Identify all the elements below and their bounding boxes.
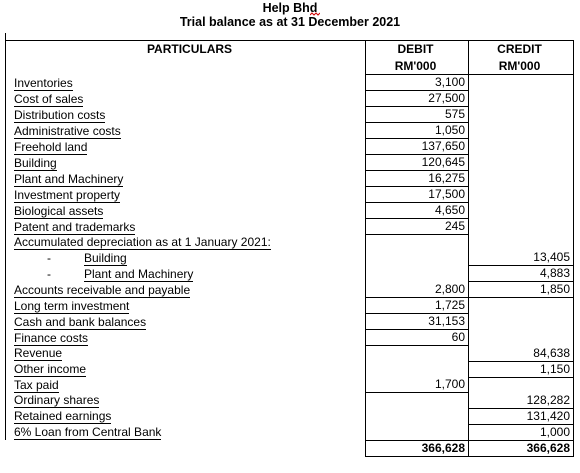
- row-credit: [469, 187, 574, 203]
- header-debit-unit: RM'000: [366, 58, 469, 75]
- row-debit: 60: [366, 330, 469, 346]
- row-label: Patent and trademarks: [14, 219, 136, 234]
- row-debit: 575: [366, 107, 469, 123]
- table-row: [6, 235, 574, 251]
- totals-blank: [6, 440, 366, 456]
- row-label: Building: [84, 250, 127, 265]
- row-debit: [366, 346, 469, 362]
- row-label: Ordinary shares: [14, 393, 100, 407]
- row-credit: 1,850: [469, 282, 574, 298]
- row-credit: [469, 377, 574, 393]
- row-credit: 131,420: [469, 408, 574, 424]
- totals-row: [6, 440, 574, 456]
- table-row: [6, 361, 574, 377]
- row-particulars: [6, 361, 366, 377]
- row-label: Accumulated depreciation as at 1 January 2021:: [14, 235, 271, 249]
- row-credit: 13,405: [469, 250, 574, 266]
- row-particulars: [6, 298, 366, 314]
- sub-item-dash: -: [47, 250, 51, 265]
- row-debit: 27,500: [366, 91, 469, 107]
- row-debit: 1,725: [366, 298, 469, 314]
- row-particulars: [6, 123, 366, 139]
- table-row: [6, 139, 574, 155]
- row-credit: [469, 139, 574, 155]
- table-row: [6, 155, 574, 171]
- row-particulars: [6, 377, 366, 393]
- company-name-label: Help Bhd: [262, 1, 318, 15]
- row-credit: [469, 203, 574, 219]
- row-debit: 4,650: [366, 203, 469, 219]
- total-credit: 366,628: [469, 440, 574, 456]
- row-credit: 4,883: [469, 266, 574, 282]
- row-credit: [469, 107, 574, 123]
- row-particulars: [6, 139, 366, 155]
- row-label: Cost of sales: [14, 91, 84, 106]
- row-particulars: [6, 408, 366, 424]
- row-debit: [366, 250, 469, 266]
- row-debit: 2,800: [366, 282, 469, 298]
- row-credit: [469, 123, 574, 139]
- company-name: [0, 1, 580, 16]
- row-particulars: [6, 314, 366, 330]
- row-label: Other income: [14, 362, 87, 376]
- row-label: Long term investment: [14, 298, 130, 313]
- row-label: Finance costs: [14, 330, 89, 345]
- table-row: [6, 298, 574, 314]
- table-row: [6, 377, 574, 393]
- header-credit: CREDIT: [469, 41, 574, 59]
- table-row: [6, 75, 574, 91]
- row-debit: 1,050: [366, 123, 469, 139]
- row-debit: 3,100: [366, 75, 469, 91]
- row-debit: 17,500: [366, 187, 469, 203]
- row-particulars: [6, 346, 366, 362]
- row-credit: [469, 219, 574, 235]
- row-label: Accounts receivable and payable: [14, 282, 191, 297]
- table-row: [6, 123, 574, 139]
- row-debit: 137,650: [366, 139, 469, 155]
- row-particulars: [6, 75, 366, 91]
- row-particulars: [6, 203, 366, 219]
- table-row: [6, 408, 574, 424]
- document-subtitle: Trial balance as at 31 December 2021: [179, 15, 401, 29]
- row-credit: [469, 330, 574, 346]
- table-row: [6, 266, 574, 282]
- table-row: [6, 346, 574, 362]
- row-label: Investment property: [14, 187, 121, 202]
- row-debit: [366, 235, 469, 251]
- row-credit: 84,638: [469, 346, 574, 362]
- table-row: [6, 187, 574, 203]
- row-particulars: [6, 171, 366, 187]
- row-debit: [366, 408, 469, 424]
- row-particulars: [6, 91, 366, 107]
- company-name-text: [263, 1, 318, 16]
- row-particulars: [6, 107, 366, 123]
- table-row: [6, 91, 574, 107]
- row-credit: [469, 298, 574, 314]
- row-particulars: [6, 266, 366, 282]
- row-label: Biological assets: [14, 203, 104, 218]
- row-label: Distribution costs: [14, 107, 106, 122]
- header-debit: DEBIT: [366, 41, 469, 59]
- header-particulars-blank: [6, 58, 366, 75]
- table-row: [6, 424, 574, 440]
- row-credit: [469, 155, 574, 171]
- row-particulars: [6, 155, 366, 171]
- sub-item-dash: -: [47, 266, 51, 281]
- row-label: Inventories: [14, 75, 73, 90]
- row-debit: [366, 266, 469, 282]
- table-row: [6, 330, 574, 346]
- row-debit: 1,700: [366, 377, 469, 393]
- row-particulars: [6, 187, 366, 203]
- row-credit: [469, 171, 574, 187]
- row-particulars: [6, 393, 366, 409]
- row-label: Administrative costs: [14, 123, 121, 138]
- row-label: Revenue: [14, 346, 63, 360]
- table-row: [6, 250, 574, 266]
- row-particulars: [6, 282, 366, 298]
- row-label: Tax paid: [14, 377, 59, 392]
- table-row: [6, 171, 574, 187]
- header-particulars: PARTICULARS: [6, 41, 366, 59]
- row-label: Freehold land: [14, 139, 88, 154]
- row-particulars: [6, 219, 366, 235]
- row-debit: 31,153: [366, 314, 469, 330]
- row-particulars: [6, 424, 366, 440]
- row-label: Plant and Machinery: [84, 266, 194, 281]
- table-row: [6, 219, 574, 235]
- total-debit: 366,628: [366, 440, 469, 456]
- row-particulars: [6, 235, 366, 251]
- row-credit: 1,150: [469, 361, 574, 377]
- row-debit: [366, 393, 469, 409]
- trial-balance-table: [5, 40, 574, 457]
- row-label: Retained earnings: [14, 409, 112, 423]
- table-row: [6, 282, 574, 298]
- row-credit: 1,000: [469, 424, 574, 440]
- table-row: [6, 107, 574, 123]
- table-row: [6, 393, 574, 409]
- row-credit: 128,282: [469, 393, 574, 409]
- row-debit: 245: [366, 219, 469, 235]
- table-row: [6, 203, 574, 219]
- table-header-row: [6, 41, 574, 59]
- row-credit: [469, 75, 574, 91]
- table-unit-row: [6, 58, 574, 75]
- row-debit: 16,275: [366, 171, 469, 187]
- row-label: Cash and bank balances: [14, 314, 147, 329]
- row-label: Building: [14, 155, 57, 170]
- row-particulars: [6, 330, 366, 346]
- row-debit: [366, 361, 469, 377]
- row-credit: [469, 91, 574, 107]
- table-row: [6, 314, 574, 330]
- row-particulars: [6, 250, 366, 266]
- row-credit: [469, 235, 574, 251]
- row-label: 6% Loan from Central Bank: [14, 425, 162, 439]
- row-debit: [366, 424, 469, 440]
- row-credit: [469, 314, 574, 330]
- row-debit: 120,645: [366, 155, 469, 171]
- row-label: Plant and Machinery: [14, 171, 124, 186]
- header-credit-unit: RM'000: [469, 58, 574, 75]
